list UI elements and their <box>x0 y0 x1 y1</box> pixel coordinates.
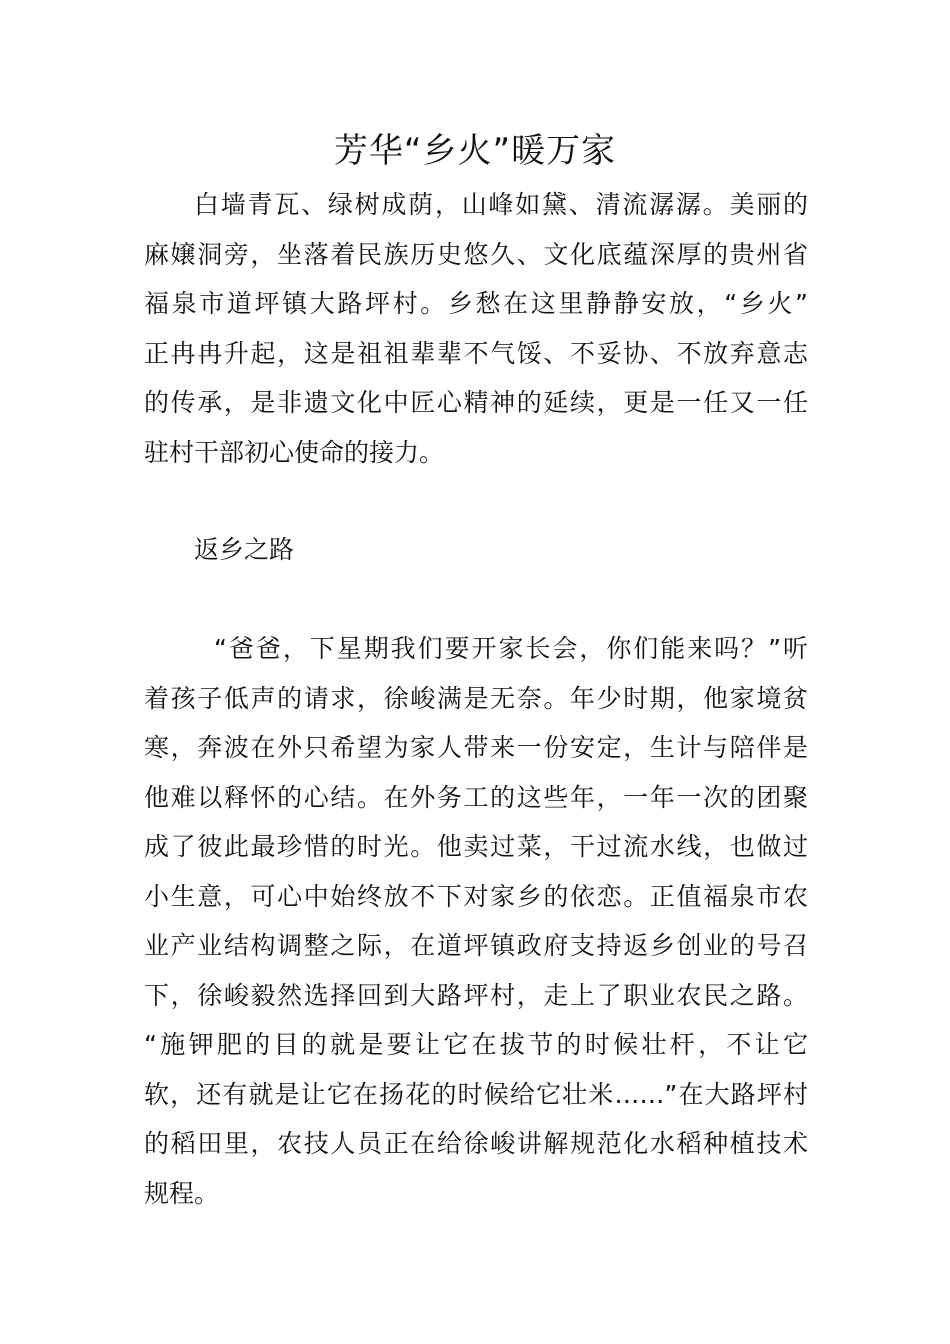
body-line: 规程。 <box>144 1178 220 1208</box>
body-line: 的稻田里，农技人员正在给徐峻讲解规范化水稻种植技术 <box>144 1129 808 1158</box>
body-line: 小生意，可心中始终放不下对家乡的依恋。正值福泉市农 <box>144 881 808 911</box>
intro-line: 正冉冉升起，这是祖祖辈辈不气馁、不妥协、不放弃意志 <box>144 338 808 368</box>
body-line: “爸爸，下星期我们要开家长会，你们能来吗？”听 <box>214 634 808 663</box>
section-heading: 返乡之路 <box>194 535 295 564</box>
body-paragraph <box>144 624 808 1218</box>
body-line: 寒，奔波在外只希望为家人带来一份安定，生计与陪伴是 <box>144 733 808 762</box>
section-heading-block <box>144 525 808 575</box>
body-line: 软，还有就是让它在扬花的时候给它壮米……”在大路坪村 <box>144 1079 808 1109</box>
body-line: 他难以释怀的心结。在外务工的这些年，一年一次的团聚 <box>144 782 808 812</box>
intro-paragraph <box>144 180 808 477</box>
body-line: 着孩子低声的请求，徐峻满是无奈。年少时期，他家境贫 <box>144 683 808 713</box>
intro-line: 麻嬢洞旁，坐落着民族历史悠久、文化底蕴深厚的贵州省 <box>144 239 808 269</box>
document-title: 芳华“乡火”暖万家 <box>333 131 617 171</box>
body-line: 下，徐峻毅然选择回到大路坪村，走上了职业农民之路。 <box>144 980 808 1010</box>
body-line: 成了彼此最珍惜的时光。他卖过菜，干过流水线，也做过 <box>144 832 808 861</box>
intro-line: 福泉市道坪镇大路坪村。乡愁在这里静静安放，“乡火” <box>144 289 808 318</box>
body-line: “施钾肥的目的就是要让它在拔节的时候壮杆，不让它 <box>144 1030 808 1059</box>
body-line: 业产业结构调整之际，在道坪镇政府支持返乡创业的号召 <box>144 931 808 960</box>
intro-line: 驻村干部初心使命的接力。 <box>144 437 445 467</box>
intro-line: 的传承，是非遗文化中匠心精神的延续，更是一任又一任 <box>144 388 808 417</box>
intro-line: 白墙青瓦、绿树成荫，山峰如黛、清流潺潺。美丽的 <box>194 190 808 219</box>
